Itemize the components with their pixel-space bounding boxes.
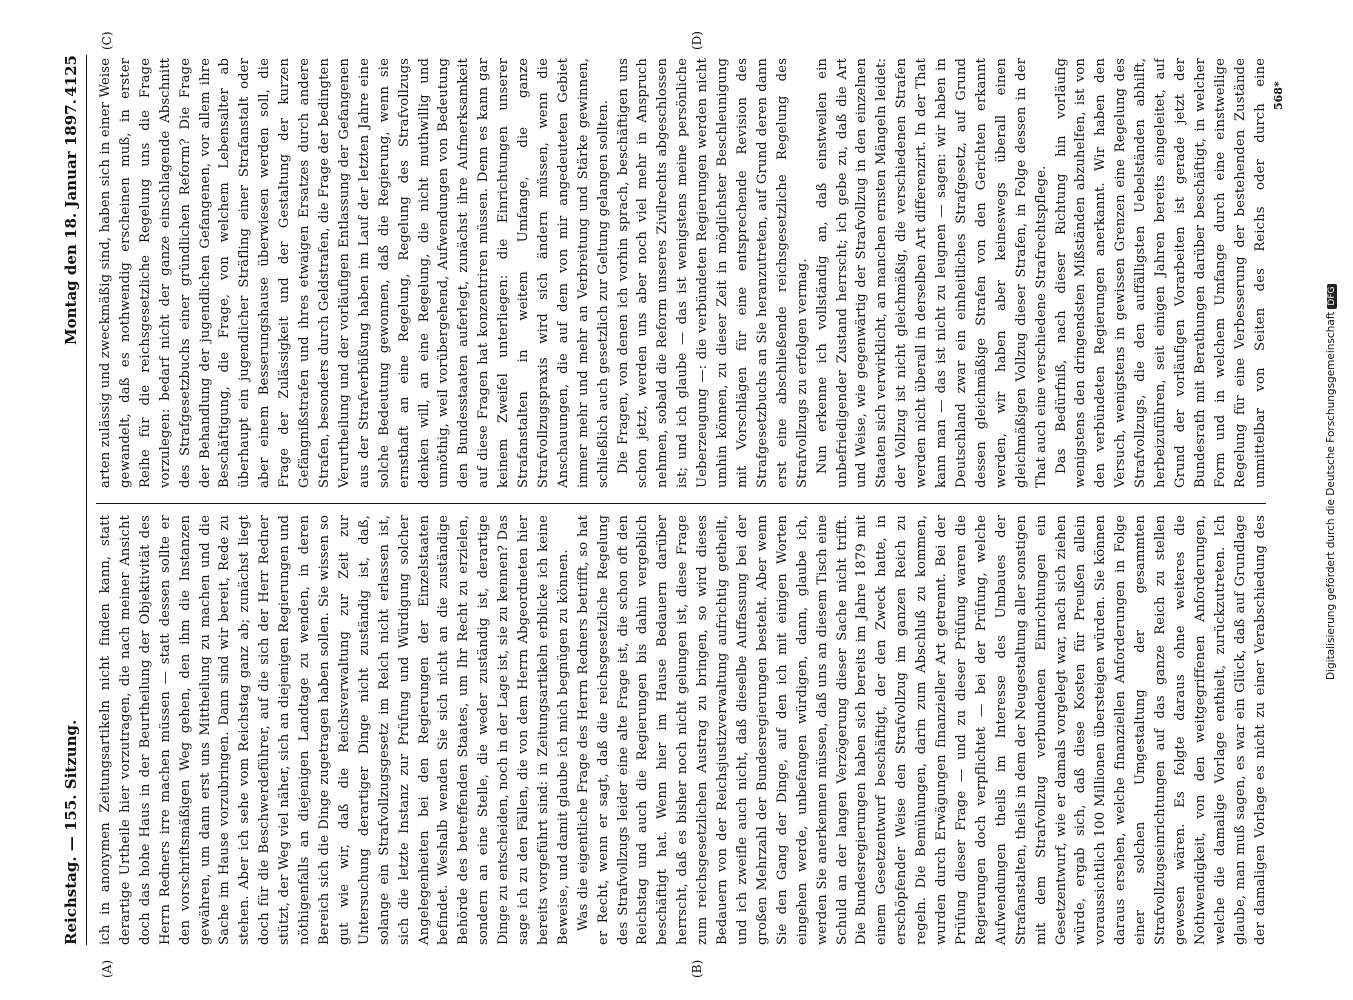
header-date: Montag den 18. Januar 1897. xyxy=(62,99,80,345)
right-paragraph-2: Die Fragen, von denen ich vorhin sprach, beschäftigen uns schon jetzt, werden uns aber noch viel mehr in Anspruch nehmen, sobald die Reform unseres Zivilrechts abgeschlossen ist; und ich glaube — das ist wenigstens meine persönliche Ueberzeugung —: die verbündeten Regierungen werden nicht umhin können, zu dieser Zeit in möglichster Beschleunigung mit Vorschlägen für eine entsprechende Revision des Strafgesetzbuchs an Sie heranzutreten, auf Grund deren dann erst eine abschließende reichsgesetzliche Regelung des Strafvollzugs zu erfolgen vermag. xyxy=(615,58,810,488)
right-paragraph-1: arten zulässig und zweckmäßig sind, haben sich in einer Weise gewandelt, daß es nothwendig erscheinen muß, in erster Reihe für die reichsgesetzliche Regelung uns die Frage vorzulegen: bedarf nicht der ganze einschlagende Abschnitt des Strafgesetzbuchs einer gründlichen Reform? Die Frage der Behandlung der jugendlichen Gefangenen, vor allem ihre Beschäftigung, die Frage, von welchem Lebensalter ab überhaupt ein jugendlicher Sträfling einer Strafanstalt oder aber einem Besserungshause überwiesen werden soll, die Frage der Zulässigkeit und der Gestaltung der kurzen Gefängnißstrafen und ihres etwaigen Ersatzes durch andere Strafen, besonders durch Geldstrafen, die Frage der bedingten Verurtheilung und der vorläufigen Entlassung der Gefangenen aus der Strafverbüßung haben im Lauf der letzten Jahre eine solche Bedeutung gewonnen, daß die Regierung, wenn sie ernsthaft an eine Regelung, Regelung des Strafvollzugs denken will, an eine Regelung, die nicht muthwillig und unnöthig, weil vorübergehend, Aufwendungen von Bedeutung den Bundesstaaten auferlegt, zunächst ihre Aufmerksamkeit auf diese Fragen hat konzentriren müssen. Denn es kann gar keinem Zweifel unterliegen: die Einrichtungen unserer Strafanstalten in weitem Umfange, die ganze Strafvollzugspraxis wird sich ändern müssen, wenn die Anschauungen, die auf dem von mir angedeuteten Gebiet immer mehr und mehr an Verbreitung und Stärke gewinnen, schließlich auch gesetzlich zur Geltung gelangen sollten. xyxy=(98,58,611,488)
left-paragraph-1: ich in anonymen Zeitungsartikeln nicht finden kann, statt derartige Urtheile hier vorzutragen, die nach meiner Ansicht doch das hohe Haus in der Beurtheilung der Objektivität des Herrn Redners irre machen müssen — statt dessen sollte er den vorschriftsmäßigen Weg gehen, den ihm die Instanzen gewähren, um dann erst uns Mittheilung zu machen und die Sache im Hause vorzubringen. Dann sind wir bereit, Rede zu stehen. Aber ich sehe vom Reichstag ganz ab; zunächst liegt doch für die Beschwerdeführer, auf die sich der Herr Redner stützt, der Weg viel näher, sich an diejenigen Regierungen und nöthigenfalls an diejenigen Landtage zu wenden, in deren Bereich sich die Dinge zugetragen haben sollen. Sie wissen so gut wie wir, daß die Reichsverwaltung zur Zeit zur Untersuchung derartiger Dinge nicht zuständig ist, daß, solange ein Strafvollzugsgesetz im Reich nicht erlassen ist, sich die letzte Instanz zur Prüfung und Würdigung solcher Angelegenheiten bei den Regierungen der Einzelstaaten befindet. Weshalb wenden Sie sich nicht an die zuständige Behörde des betreffenden Staates, um Ihr Recht zu erzielen, sondern an eine Stelle, die weder zuständig ist, derartige Dinge zu entscheiden, noch in der Lage ist, sie zu kennen? Das sage ich zu den Fällen, die von dem Herrn Abgeordneten hier bereits vorgeführt sind: in Zeitungsartikeln erblicke ich keine Beweise, und damit glaube ich mich begnügen zu können. xyxy=(98,515,571,945)
page-header xyxy=(56,55,87,945)
marker-b: (B) xyxy=(690,959,704,978)
header-session: Reichstag. — 155. Sitzung. xyxy=(62,719,80,945)
left-column xyxy=(96,515,1271,945)
right-column xyxy=(96,58,1271,488)
footer-text: Digitalisierung gefördert durch die Deutsche Forschungsgemeinschaft xyxy=(1325,311,1337,680)
digitization-footer xyxy=(1325,20,1337,680)
column-divider xyxy=(96,503,1266,504)
signature-mark: 568* xyxy=(1272,81,1285,110)
marker-c: (C) xyxy=(100,31,114,50)
marker-d: (D) xyxy=(690,31,704,50)
page-number: 4125 xyxy=(62,55,80,97)
left-paragraph-2: Was die eigentliche Frage des Herrn Redners betrifft, so hat er Recht, wenn er sagt, daß die reichsgesetzliche Regelung des Strafvollzugs leider eine alte Frage ist, die schon oft den Reichstag und auch die Regierungen bis dahin vergeblich beschäftigt hat. Wenn hier im Hause Bedauern darüber herrscht, daß es bisher noch nicht gelungen ist, diese Frage zum reichsgesetzlichen Austrag zu bringen, so wird dieses Bedauern von der Reichsjustizverwaltung aufrichtig getheilt, und ich zweifle auch nicht, daß dieselbe Auffassung bei der großen Mehrzahl der Bundesregierungen besteht. Aber wenn Sie den Gang der Dinge, auf den ich mit einigen Worten eingehen werde, unbefangen würdigen, dann, glaube ich, werden Sie anerkennen müssen, daß uns an diesem Tisch eine Schuld an der langen Verzögerung dieser Sache nicht trifft. Die Bundesregierungen haben sich bereits im Jahre 1879 mit einem Gesetzentwurf beschäftigt, der den Zweck hatte, in erschöpfender Weise den Strafvollzug im ganzen Reich zu regeln. Die Bemühungen, darin zum Abschluß zu kommen, wurden durch Erwägungen finanzieller Art getrennt. Bei der Prüfung dieser Frage — und zu dieser Prüfung waren die Regierungen doch verpflichtet — bei der Prüfung, welche Aufwendungen theils im Interesse des Umbaues der Strafanstalten, theils in dem der Neugestaltung aller sonstigen mit dem Strafvollzug verbundenen Einrichtungen ein Gesetzentwurf, wie er damals vorgelegt war, nach sich ziehen würde, ergab sich, daß diese Kosten für Preußen allein voraussichtlich 100 Millionen übersteigen würden. Sie können daraus ersehen, welche finanziellen Anforderungen in Folge einer solchen Umgestaltung der gesammten Strafvollzugseinrichtungen auf das ganze Reich zu stellen gewesen wären. Es folgte daraus ohne weiteres die Nothwendigkeit, von den weitgegriffenen Anforderungen, welche die damalige Vorlage enthielt, zurückzutreten. Ich glaube, man muß sagen, es war ein Glück, daß auf Grundlage der damaligen Vorlage es nicht zu einer Verabschiedung des xyxy=(575,515,1268,945)
dfg-logo: DFG xyxy=(1327,284,1337,309)
right-paragraph-3: Nun erkenne ich vollständig an, daß einstweilen ein unbefriedigender Zustand herrscht; ich gebe zu, daß die Art und Weise, wie gegenwärtig der Strafvollzug in den einzelnen Staaten sich verwirklicht, an manchen ernsten Mängeln leidet: der Vollzug ist nicht gleichmäßig, die verschiedenen Strafen werden nicht überall in derselben Art differenzirt. In der That kann man — das ist nicht zu leugnen — sagen: wir haben in Deutschland zwar ein einheitliches Strafgesetz, auf Grund dessen gleichmäßige Strafen von den Gerichten erkannt werden, wir haben aber keineswegs überall einen gleichmäßigen Vollzug dieser Strafen, in Folge dessen in der That auch eine verschiedene Strafrechtspflege. xyxy=(814,58,1049,488)
right-paragraph-4: Das Bedürfniß, nach dieser Richtung hin vorläufig wenigstens den dringendsten Mißständen abzuhelfen, ist von den verbündeten Regierungen anerkannt. Wir haben den Versuch, wenigstens in gewissen Grenzen eine Regelung des Strafvollzugs, die den auffälligsten Uebelständen abhilft, herbeizuführen, seit einigen Jahren bereits eingeleitet, auf Grund der vorläufigen Vorarbeiten ist gerade jetzt der Bundesrath mit Berathungen darüber beschäftigt, in welcher Form und in welchem Umfange durch eine einstweilige Regelung für eine Verbesserung der bestehenden Zustände unmittelbar von Seiten des Reichs oder durch eine xyxy=(1053,58,1268,488)
marker-a: (A) xyxy=(100,959,114,978)
